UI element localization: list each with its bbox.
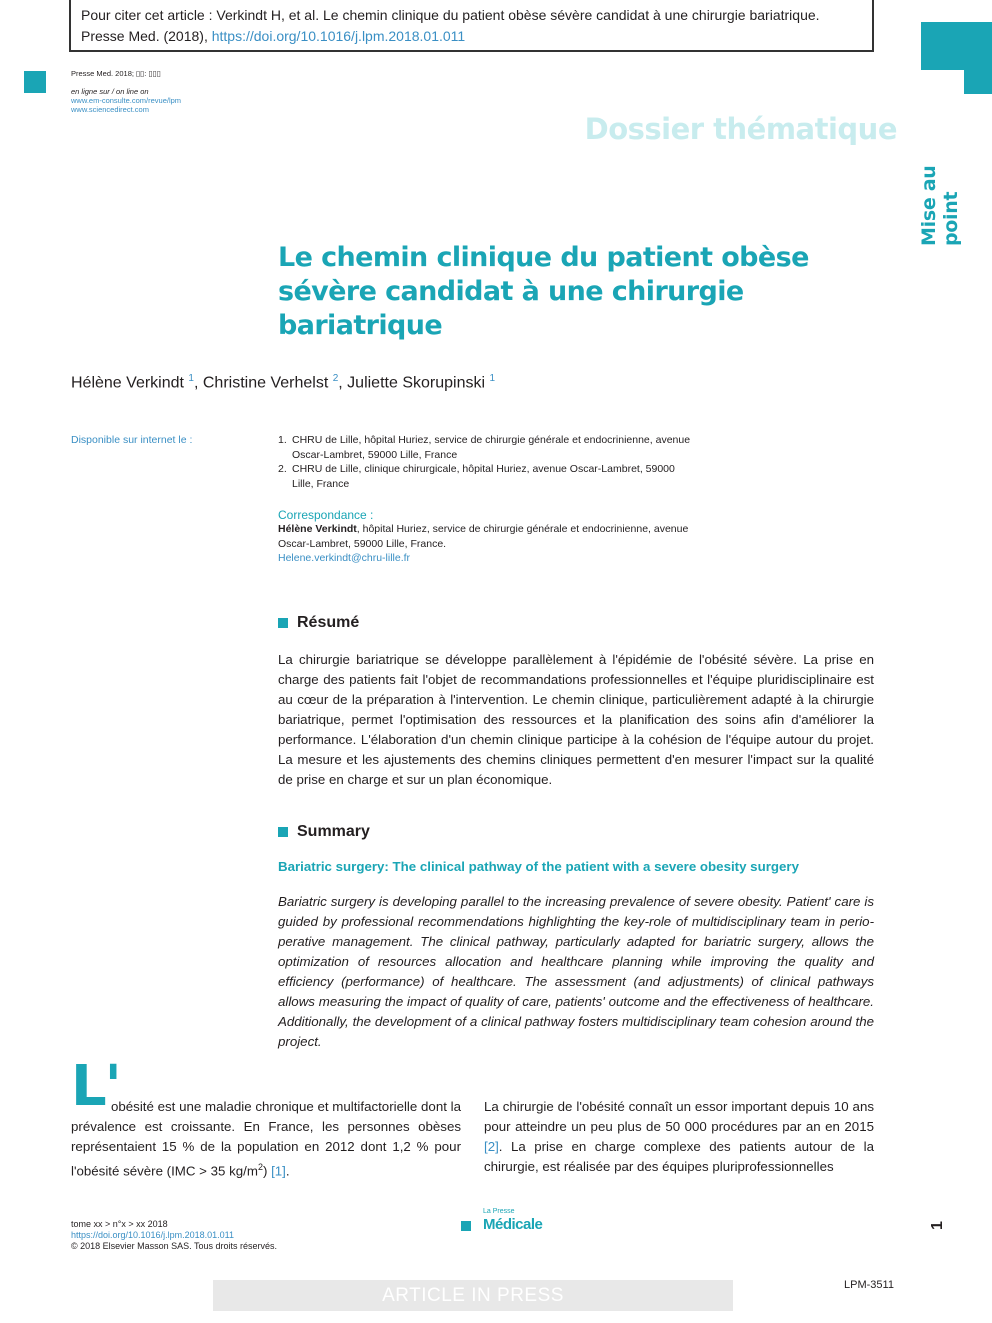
affiliation-number: 1. — [278, 434, 287, 446]
citation-text: Pour citer cet article : Verkindt H, et al. Le chemin clinique du patient obèse sévère candidat à une chirurgie bariatrique. Presse Med. (2018), — [81, 7, 820, 44]
body-col1-text: obésité est une maladie chronique et multifactorielle dont la prévalence est croissante. En France, les personnes obèses représentaient 15 % de la population en 2012 dont 1,2 % pour l'obésité sévère (IMC > 35 kg/m — [71, 1099, 461, 1179]
heading-square-icon — [278, 618, 288, 628]
resume-text: La chirurgie bariatrique se développe parallèlement à l'épidémie de l'obésité sévère. La prise en charge des patients fait l'objet de recommandations professionnelles et l'équipe pluridisciplinaire est au cœur de la préparation à l'intervention. Le chemin clinique, particulièrement adapté à la chirurgie bariatrique, permet l'optimisation des ressources et la planification des soins afin d'améliorer la performance. L'élaboration d'un chemin clinique participe à la cohésion de l'équipe autour du projet. La mesure et les ajustements des chemins cliniques permettent d'en mesurer l'impact sur la qualité de prise en charge et sur un plan économique. — [278, 652, 874, 787]
online-label: en ligne sur / on line on — [71, 87, 149, 96]
affiliation-item — [278, 433, 698, 462]
body-column-2 — [484, 1097, 874, 1177]
author-list: Hélène Verkindt $^1$, Christine Verhelst $^2$, Juliette Skorupinski $^1$ — [71, 373, 496, 392]
citation-box — [69, 0, 874, 52]
body-superscript: 2 — [257, 1162, 263, 1172]
section-label: Dossier thématique — [584, 112, 897, 146]
affiliation-list — [278, 433, 698, 491]
logo-small-text: La Presse — [483, 1208, 515, 1215]
summary-text: Bariatric surgery is developing parallel to the increasing prevalence of severe obesity. Patient' care is guided by professional recommendations highlighting the key-role of multidisciplinary team in perio-perative management. The clinical pathway, particularly adapted for bariatric surgery, allows the optimization of resources allocation and healthcare planning while improving the quality and efficiency (performance) of healthcare. The assessment (and adjustments) of clinical pathways allows measuring the impact of quality of care, patients' outcome and the effectiveness of healthcare. Additionally, the development of a clinical pathway fosters multidisciplinary team cohesion around the project. — [278, 894, 874, 1049]
resume-heading-label: Résumé — [297, 614, 360, 631]
body-col1-end: . — [285, 1163, 290, 1179]
journal-issue-line: Presse Med. 2018; ▯▯: ▯▯▯ — [71, 69, 161, 78]
footer-doi-link[interactable]: https://doi.org/10.1016/j.lpm.2018.01.011 — [71, 1230, 234, 1240]
logo-square-icon — [461, 1221, 471, 1231]
summary-heading-label: Summary — [297, 823, 370, 840]
footer-info — [71, 1219, 277, 1252]
footer-issue: tome xx > n°x > xx 2018 — [71, 1219, 168, 1229]
summary-heading — [278, 823, 370, 841]
journal-logo — [461, 1208, 542, 1234]
affiliation-item — [278, 462, 698, 491]
body-col2-tail: . La prise en charge complexe des patients autour de la chirurgie, est réalisée par des équipes pluriprofessionnelles — [484, 1139, 874, 1174]
journal-meta — [71, 69, 181, 114]
available-online-label: Disponible sur internet le : — [71, 434, 193, 446]
footer-copyright: © 2018 Elsevier Masson SAS. Tous droits réservés. — [71, 1241, 278, 1251]
side-label: Mise au point — [918, 165, 962, 246]
logo-big-text: Médicale — [483, 1216, 543, 1233]
journal-url-sciencedirect[interactable]: www.sciencedirect.com — [71, 105, 149, 114]
reference-link-2[interactable]: [2] — [484, 1139, 499, 1154]
body-col2-text: La chirurgie de l'obésité connaît un essor important depuis 10 ans pour atteindre un peu plus de 50 000 procédures par an en 2015 — [484, 1099, 874, 1134]
author-name: Juliette Skorupinski — [347, 374, 486, 392]
affiliation-text: CHRU de Lille, hôpital Huriez, service de chirurgie générale et endocrinienne, avenue Oscar-Lambret, 59000 Lille, France — [292, 434, 691, 461]
citation-doi-link[interactable]: https://doi.org/10.1016/j.lpm.2018.01.011 — [211, 28, 466, 44]
page-number: 1 — [929, 1221, 946, 1230]
affiliation-number: 2. — [278, 463, 287, 475]
author-affiliation-ref[interactable]: 1 — [188, 373, 194, 384]
article-title: Le chemin clinique du patient obèse sévère candidat à une chirurgie bariatrique — [278, 242, 809, 341]
body-col1-tail: ) — [262, 1163, 272, 1179]
journal-url-emconsulte[interactable]: www.em-consulte.com/revue/lpm — [71, 96, 182, 105]
drop-cap: L' — [71, 1054, 120, 1119]
correspondence-block — [278, 522, 698, 566]
corner-marker — [24, 71, 46, 93]
heading-square-icon — [278, 827, 288, 837]
article-code: LPM-3511 — [844, 1279, 894, 1291]
author-name: Hélène Verkindt — [71, 374, 184, 392]
affiliation-text: CHRU de Lille, clinique chirurgicale, hôpital Huriez, avenue Oscar-Lambret, 59000 Lille, France — [292, 463, 675, 490]
correspondence-address: , hôpital Huriez, service de chirurgie générale et endocrinienne, avenue Oscar-Lambret, 59000 Lille, France. — [278, 523, 689, 550]
resume-heading — [278, 614, 359, 632]
side-tab-notch — [921, 70, 964, 94]
body-column-1 — [71, 1097, 461, 1181]
article-in-press-banner: ARTICLE IN PRESS — [213, 1280, 733, 1311]
author-name: Christine Verhelst — [202, 374, 329, 392]
correspondence-heading: Correspondance : — [278, 508, 374, 522]
summary-subtitle: Bariatric surgery: The clinical pathway of the patient with a severe obesity surgery — [278, 859, 799, 874]
author-affiliation-ref[interactable]: 2 — [332, 373, 339, 384]
reference-link-1[interactable]: [1] — [271, 1163, 286, 1179]
correspondence-email[interactable]: Helene.verkindt@chru-lille.fr — [278, 552, 411, 564]
correspondence-name: Hélène Verkindt — [278, 523, 357, 535]
author-affiliation-ref[interactable]: 1 — [489, 373, 496, 384]
